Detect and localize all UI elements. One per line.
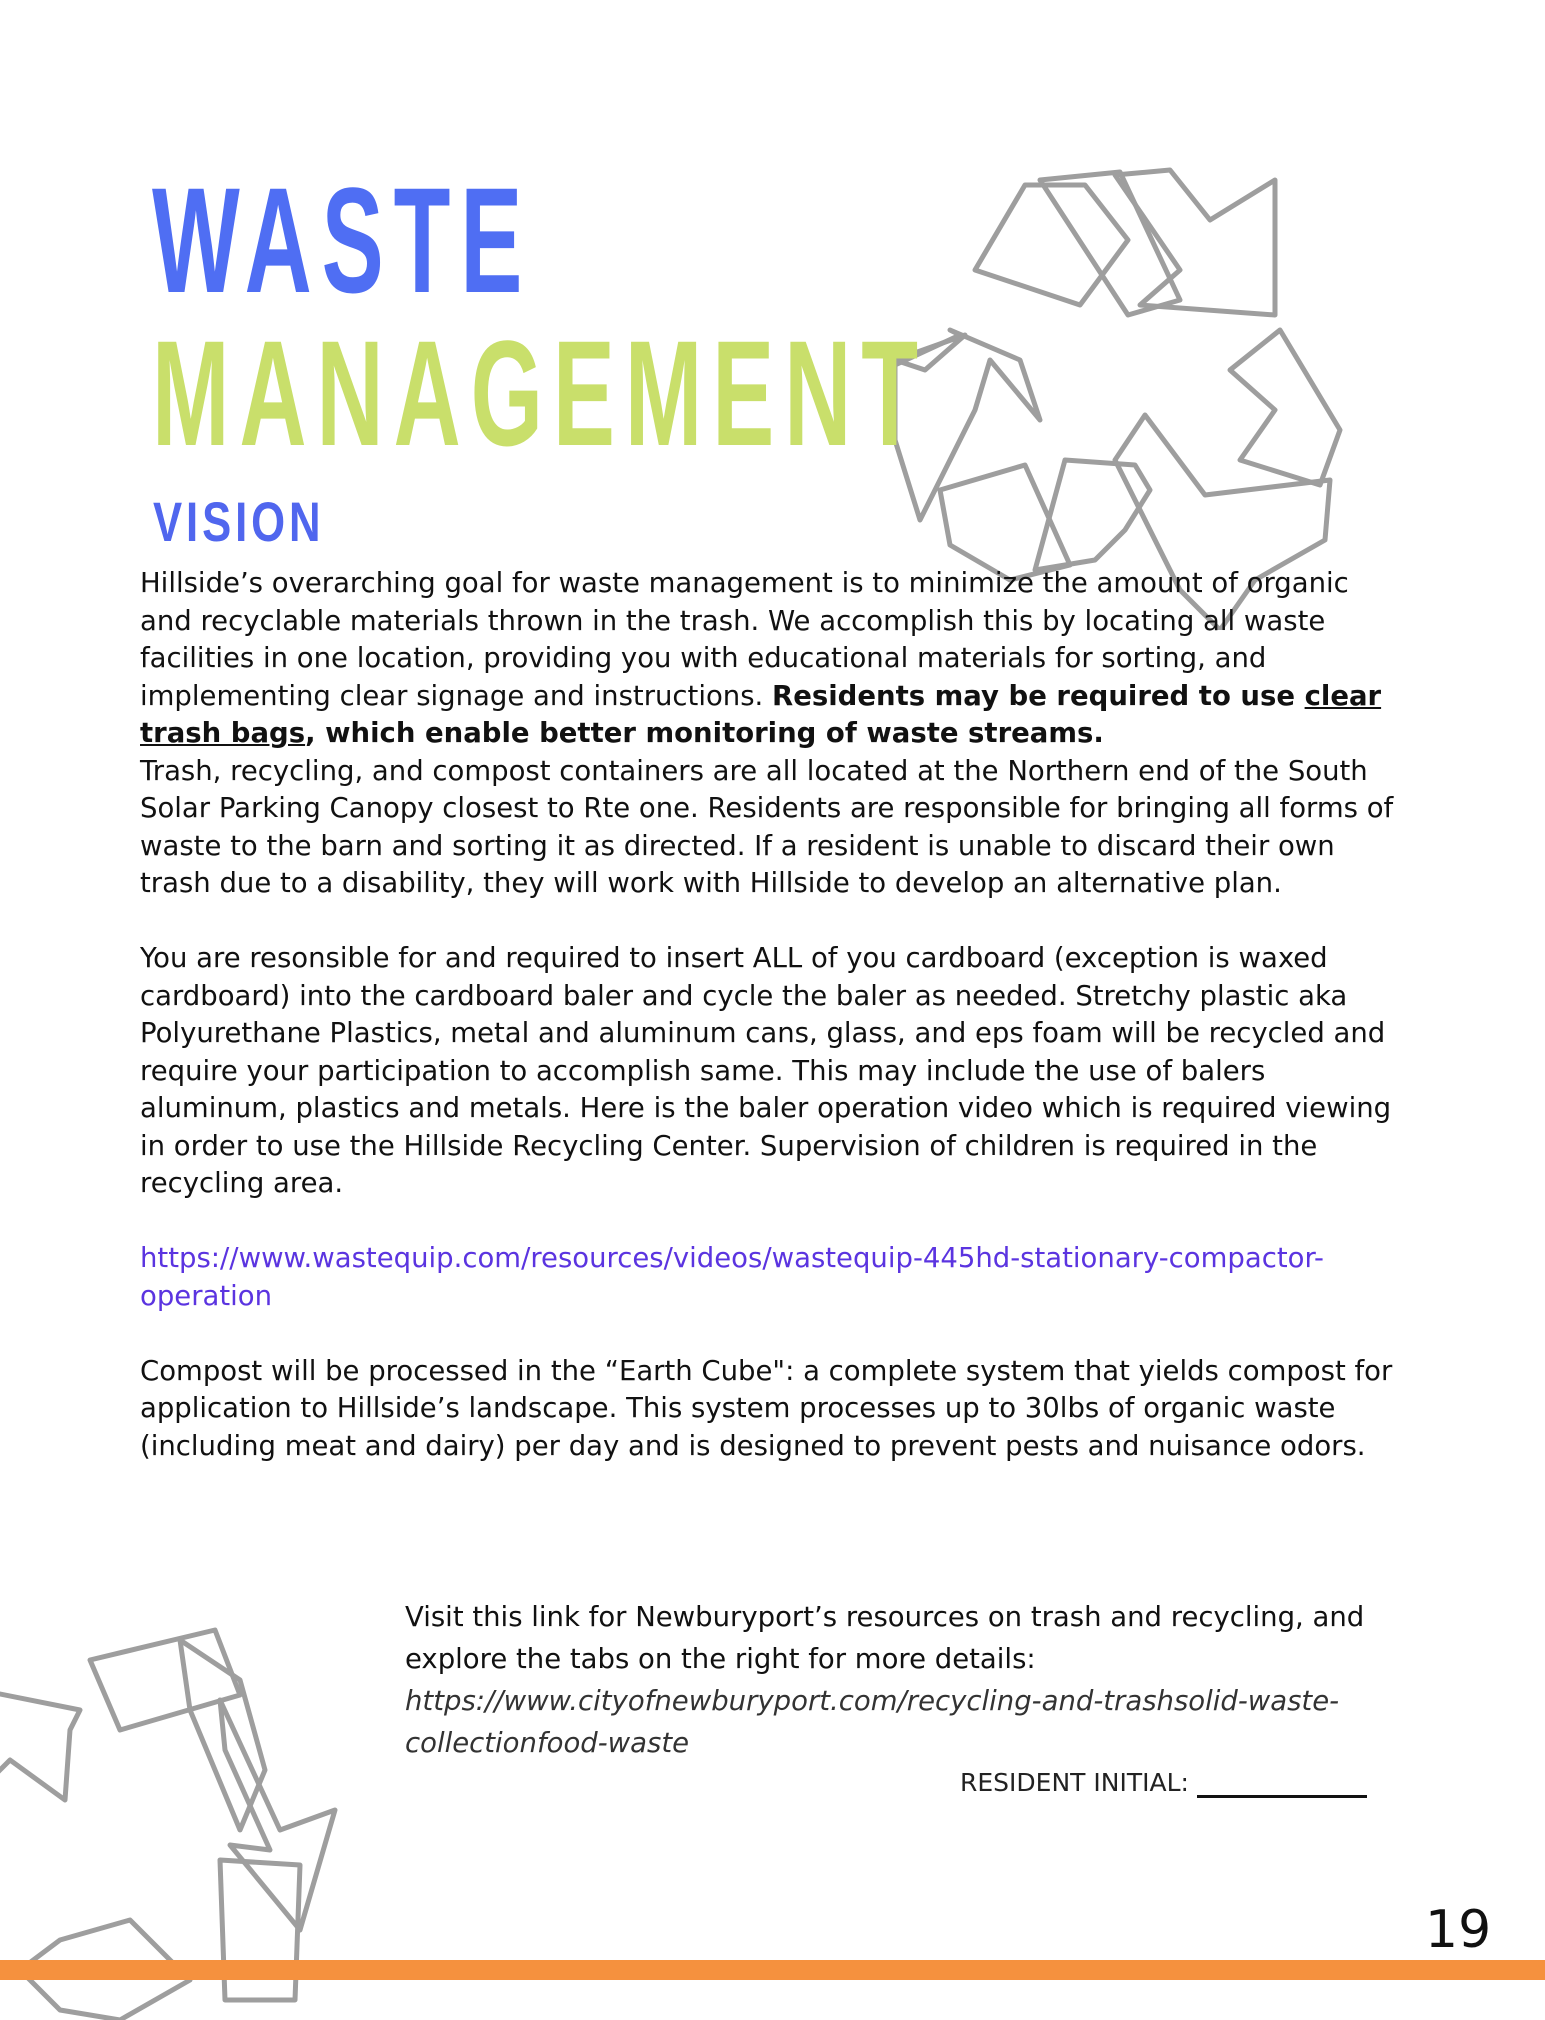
newburyport-resources: [405, 1596, 1405, 1764]
footer-bar: [0, 1960, 1545, 1980]
body-text: [140, 565, 1400, 1465]
recycle-icon: [880, 160, 1380, 630]
newburyport-link[interactable]: https://www.cityofnewburyport.com/recycling-and-trashsolid-waste-collectionfood-waste: [405, 1685, 1340, 1759]
clear-bags-notice-b: , which enable better monitoring of waste streams.: [305, 717, 1104, 749]
paragraph-location: Trash, recycling, and compost containers are all located at the Northern end of the South Solar Parking Canopy closest to Rte one. Residents are responsible for bringing all forms of waste to the barn and sorting it as directed. If a resident is unable to discard their own trash due to a disability, they will work with Hillside to develop an alternative plan.: [140, 754, 1394, 899]
clear-trash-bags-emphasis: clear trash bags: [140, 679, 1382, 749]
paragraph-cardboard: You are resonsible for and required to insert ALL of you cardboard (exception is waxed cardboard) into the cardboard baler and cycle the baler as needed. Stretchy plastic aka Polyurethane Plastics, metal and aluminum cans, glass, and eps foam will be recycled and require your participation to accomplish same. This may include the use of balers aluminum, plastics and metals. Here is the baler operation video which is required viewing in order to use the Hillside Recycling Center. Supervision of children is required in the recycling area.: [140, 942, 1392, 1199]
resident-initial: [960, 1768, 1367, 1798]
visit-text: Visit this link for Newburyport’s resources on trash and recycling, and explore the tabs on the right for more details:: [405, 1601, 1365, 1675]
page-title-line2: MANAGEMENT: [152, 309, 928, 477]
paragraph-vision: [140, 565, 1400, 753]
section-heading-vision: VISION: [153, 490, 325, 553]
resident-initial-field[interactable]: [1197, 1771, 1367, 1798]
page-title-line1: WASTE: [152, 156, 533, 324]
paragraph-compost: Compost will be processed in the “Earth Cube": a complete system that yields compost for application to Hillside’s landscape. This system processes up to 30lbs of organic waste (including meat and dairy) per day and is designed to prevent pests and nuisance odors.: [140, 1354, 1393, 1462]
resident-initial-label: RESIDENT INITIAL:: [960, 1768, 1189, 1797]
page-number: 19: [1425, 1900, 1492, 1960]
clear-bags-notice-a: Residents may be required to use: [772, 679, 1305, 712]
paragraph-vision-intro: Hillside’s overarching goal for waste management is to minimize the amount of organic and recyclable materials thrown in the trash. We accomplish this by locating all waste facilities in one location, providing you with educational materials for sorting, and implementing clear signage and instructions.: [140, 567, 1349, 712]
recycle-icon: [0, 1600, 380, 2020]
baler-video-link[interactable]: https://www.wastequip.com/resources/videos/wastequip-445hd-stationary-compactor-operation: [140, 1242, 1324, 1312]
